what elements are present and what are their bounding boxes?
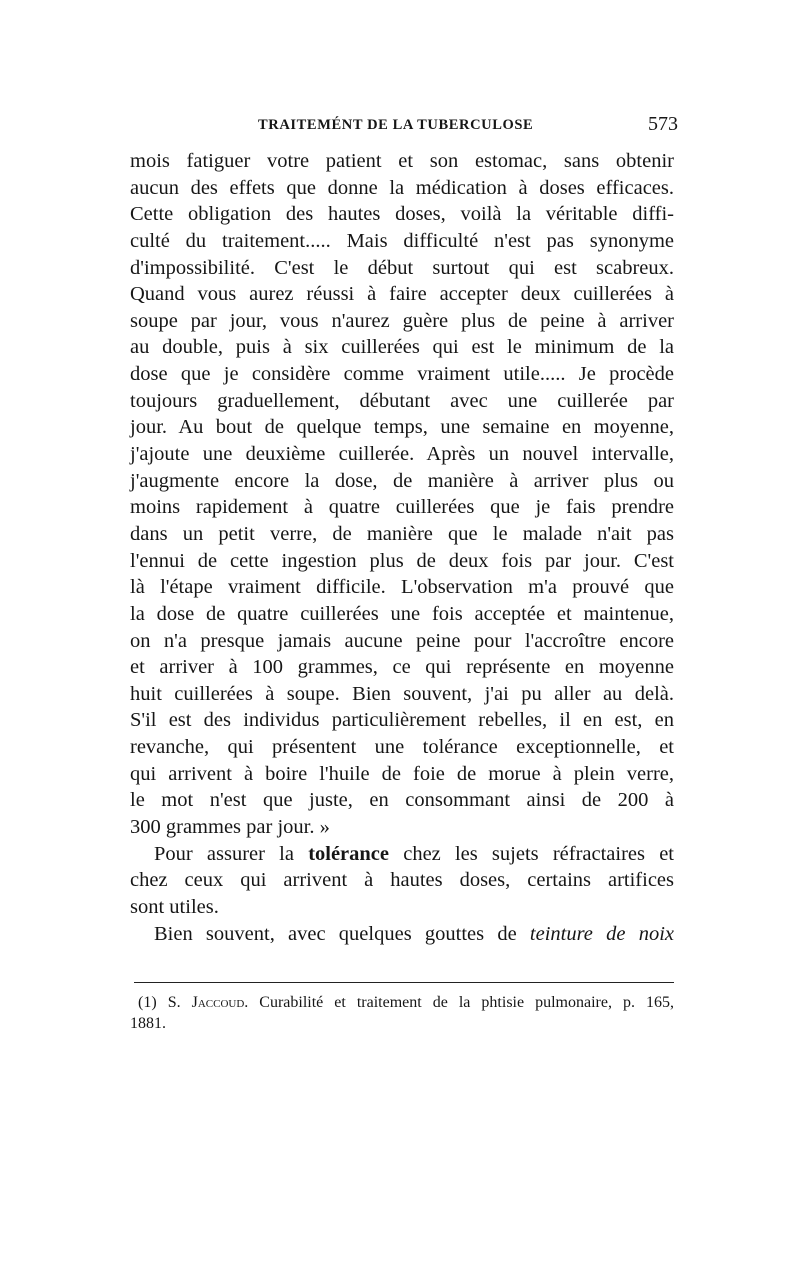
- text-line: qui arrivent à boire l'huile de foie de morue à plein verre,: [130, 762, 674, 785]
- footnote-line: 1881.: [130, 1015, 166, 1032]
- text-line: revanche, qui présentent une tolérance exceptionnelle, et: [130, 736, 674, 759]
- paragraph-first-line: [130, 921, 674, 948]
- text-line: on n'a presque jamais aucune peine pour l'accroître encore: [130, 629, 674, 652]
- text-fragment: Bien souvent, avec quelques gouttes de: [154, 922, 530, 945]
- text-line: dose que je considère comme vraiment utile..... Je procède: [130, 363, 674, 386]
- footnote-divider: [134, 982, 674, 983]
- text-line: toujours graduellement, débutant avec une cuillerée par: [130, 389, 674, 412]
- text-line: j'augmente encore la dose, de manière à arriver plus ou: [130, 469, 674, 492]
- text-line: le mot n'est que juste, en consommant ainsi de 200 à: [130, 789, 674, 812]
- text-line: j'ajoute une deuxième cuillerée. Après un nouvel intervalle,: [130, 443, 674, 466]
- text-line: dans un petit verre, de manière que le malade n'ait pas: [130, 522, 674, 545]
- text-line: mois fatiguer votre patient et son estomac, sans obtenir: [130, 150, 674, 172]
- text-line: chez ceux qui arrivent à hautes doses, certains artifices: [130, 869, 674, 892]
- italic-term: teinture de noix: [529, 922, 674, 945]
- text-line: aucun des effets que donne la médication à doses efficaces.: [130, 176, 674, 199]
- text-line: là l'étape vraiment difficile. L'observation m'a prouvé que: [130, 576, 674, 599]
- footnote: [130, 992, 674, 1034]
- text-line: d'impossibilité. C'est le début surtout qui est scabreux.: [130, 256, 674, 279]
- text-line: 300 grammes par jour. »: [130, 816, 330, 839]
- text-line: soupe par jour, vous n'aurez guère plus de peine à arriver: [130, 309, 674, 332]
- text-line: la dose de quatre cuillerées une fois acceptée et maintenue,: [130, 602, 674, 625]
- footnote-marker: (1): [138, 994, 168, 1011]
- footnote-author: S. Jaccoud: [167, 994, 245, 1011]
- text-line: moins rapidement à quatre cuillerées que je fais prendre: [130, 496, 674, 519]
- text-line: sont utiles.: [130, 895, 219, 918]
- text-fragment: Pour assurer la: [154, 842, 309, 865]
- text-line: S'il est des individus particulièrement rebelles, il en est, en: [130, 709, 674, 732]
- text-line: Cette obligation des hautes doses, voilà la véritable diffi-: [130, 203, 674, 226]
- text-fragment: chez les sujets réfractaires et: [389, 842, 674, 865]
- paragraph-first-line: [130, 841, 674, 868]
- running-header: [258, 113, 678, 139]
- text-line: et arriver à 100 grammes, ce qui représente en moyenne: [130, 656, 674, 679]
- text-line: jour. Au bout de quelque temps, une semaine en moyenne,: [130, 416, 674, 439]
- text-line: huit cuillerées à soupe. Bien souvent, j'ai pu aller au delà.: [130, 682, 674, 705]
- footnote-text: . Curabilité et traitement de la phtisie pulmonaire, p. 165,: [244, 994, 675, 1011]
- text-line: l'ennui de cette ingestion plus de deux fois par jour. C'est: [130, 549, 674, 572]
- text-line: au double, puis à six cuillerées qui est le minimum de la: [130, 336, 674, 359]
- running-title: TRAITEMÉNT DE LA TUBERCULOSE: [258, 117, 534, 133]
- text-line: culté du traitement..... Mais difficulté n'est pas synonyme: [130, 229, 674, 252]
- main-text: [130, 148, 674, 947]
- page-number: 573: [648, 113, 678, 135]
- text-line: Quand vous aurez réussi à faire accepter deux cuillerées à: [130, 283, 674, 306]
- emphasis-term: tolérance: [308, 842, 390, 865]
- footnote-line: [130, 992, 674, 1013]
